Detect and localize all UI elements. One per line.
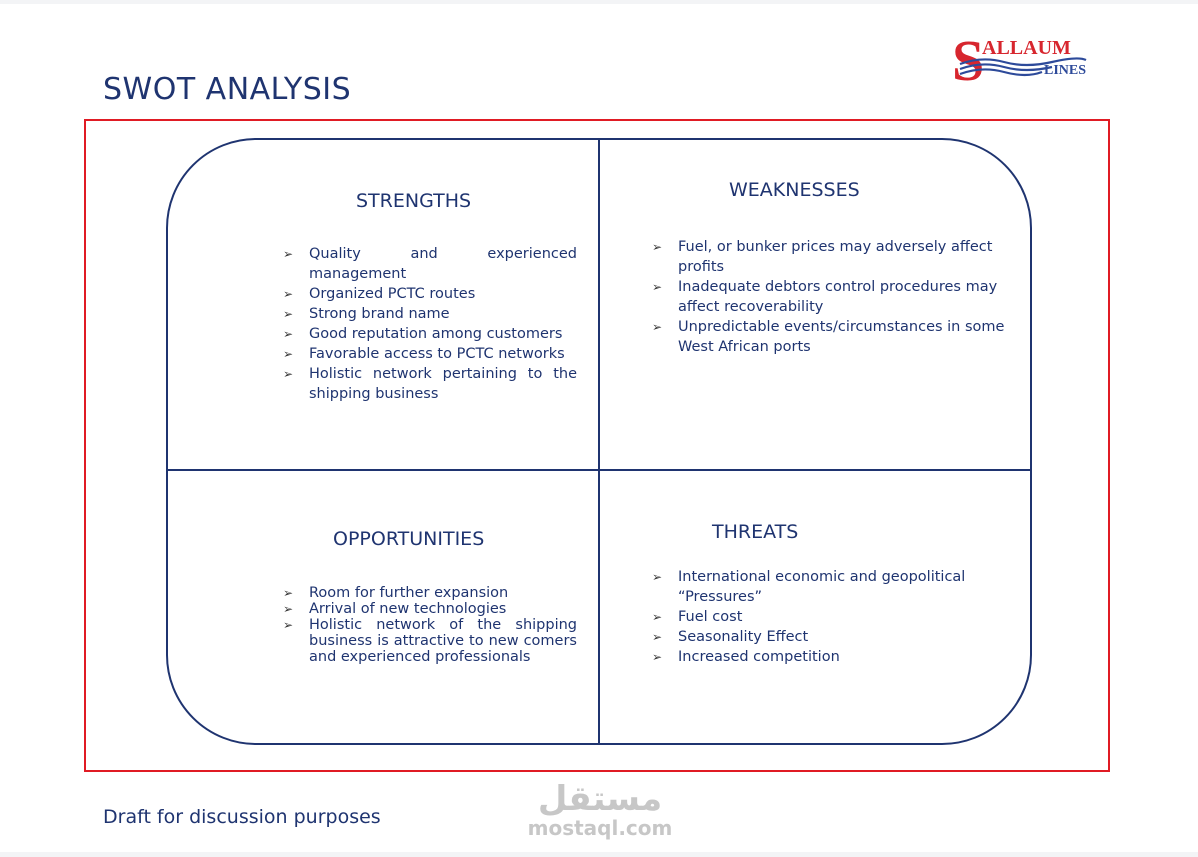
watermark-latin: mostaql.com [527, 816, 673, 840]
arrow-bullet-icon: ➢ [652, 240, 663, 254]
arrow-bullet-icon: ➢ [652, 280, 663, 294]
bullet-item [652, 317, 1032, 357]
bullet-item [283, 601, 577, 617]
weaknesses-list [652, 237, 1032, 357]
bullet-text: Quality and experienced management [309, 246, 577, 282]
bullet-text: Unpredictable events/circumstances in some West African ports [678, 319, 1005, 355]
arrow-bullet-icon: ➢ [283, 307, 294, 321]
bullet-item [652, 567, 1012, 607]
arrow-bullet-icon: ➢ [652, 320, 663, 334]
logo-letter: S [952, 30, 985, 86]
arrow-bullet-icon: ➢ [283, 618, 294, 632]
footer-note: Draft for discussion purposes [103, 806, 381, 828]
bullet-text: Inadequate debtors control procedures may affect recoverability [678, 279, 998, 315]
arrow-bullet-icon: ➢ [283, 367, 294, 381]
bullet-text: Organized PCTC routes [309, 286, 476, 302]
page-title: SWOT ANALYSIS [103, 72, 352, 107]
bullet-item [283, 244, 577, 284]
bullet-item [283, 284, 577, 304]
arrow-bullet-icon: ➢ [283, 327, 294, 341]
bullet-text: Seasonality Effect [678, 629, 809, 645]
bullet-text: Holistic network of the shipping business is attractive to new comers and experienced professionals [309, 617, 577, 665]
bullet-text: Strong brand name [309, 306, 450, 322]
bullet-item [283, 585, 577, 601]
strengths-list [283, 244, 577, 404]
bullet-item [652, 277, 1032, 317]
threats-title: THREATS [712, 521, 799, 543]
bullet-item [652, 237, 1032, 277]
arrow-bullet-icon: ➢ [652, 610, 663, 624]
bullet-text: Favorable access to PCTC networks [309, 346, 565, 362]
opportunities-list [283, 585, 577, 665]
sallaum-lines-logo [952, 30, 1092, 86]
grid-vertical-divider [598, 140, 600, 743]
bullet-item [652, 607, 1012, 627]
threats-list [652, 567, 1012, 667]
bullet-item [652, 647, 1012, 667]
grid-horizontal-divider [168, 469, 1030, 471]
bullet-text: Fuel, or bunker prices may adversely affect profits [678, 239, 993, 275]
swot-grid [166, 138, 1032, 745]
arrow-bullet-icon: ➢ [652, 630, 663, 644]
arrow-bullet-icon: ➢ [283, 586, 294, 600]
bullet-item [283, 617, 577, 665]
bullet-item [283, 324, 577, 344]
logo-graphic [952, 30, 1092, 86]
arrow-bullet-icon: ➢ [652, 650, 663, 664]
bullet-text: Room for further expansion [309, 585, 509, 601]
bullet-text: Holistic network pertaining to the shipping business [309, 366, 577, 402]
bullet-text: Arrival of new technologies [309, 601, 507, 617]
bullet-item [283, 344, 577, 364]
arrow-bullet-icon: ➢ [283, 602, 294, 616]
arrow-bullet-icon: ➢ [283, 247, 294, 261]
arrow-bullet-icon: ➢ [283, 287, 294, 301]
bullet-text: Fuel cost [678, 609, 743, 625]
bullet-text: Increased competition [678, 649, 840, 665]
watermark-arabic: مستقل [537, 779, 663, 819]
logo-line1: ALLAUM [982, 37, 1071, 59]
bullet-text: Good reputation among customers [309, 326, 563, 342]
arrow-bullet-icon: ➢ [283, 347, 294, 361]
bullet-item [652, 627, 1012, 647]
watermark [520, 780, 680, 840]
bullet-text: International economic and geopolitical “Pressures” [678, 569, 966, 605]
strengths-title: STRENGTHS [356, 190, 472, 212]
bullet-item [283, 304, 577, 324]
bullet-item [283, 364, 577, 404]
logo-line2: LINES [1044, 63, 1087, 78]
arrow-bullet-icon: ➢ [652, 570, 663, 584]
opportunities-title: OPPORTUNITIES [333, 528, 485, 550]
weaknesses-title: WEAKNESSES [729, 179, 860, 201]
